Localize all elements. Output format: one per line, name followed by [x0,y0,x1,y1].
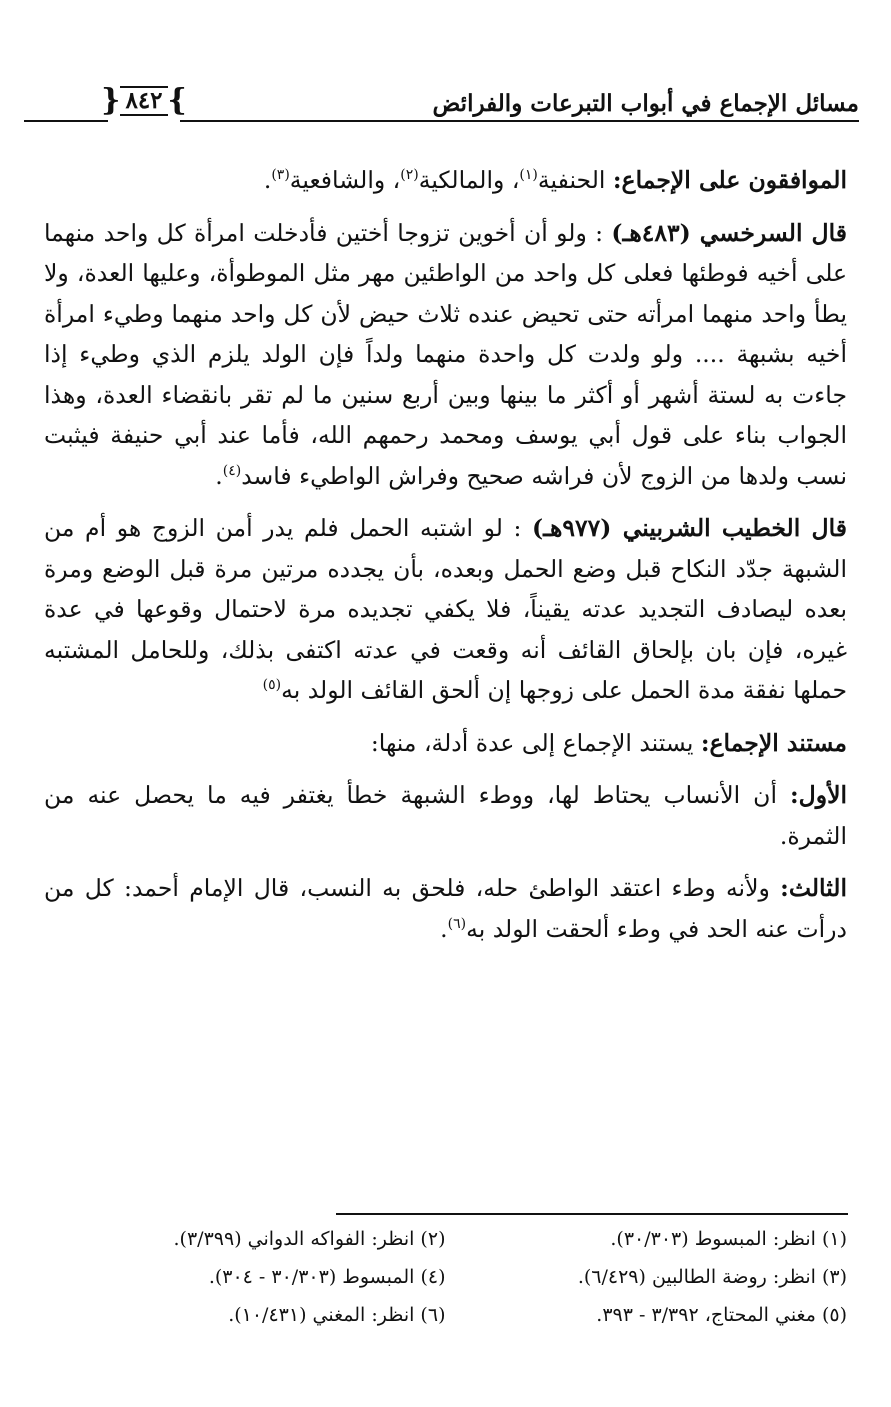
footnotes [44,1222,847,1332]
footnote-ref: (٣) [271,167,290,184]
footnote-ref: (٦) [447,915,467,932]
footnote: (٣) انظر: روضة الطالبين (٦/٤٢٩). [577,1266,847,1288]
paragraph [44,213,847,497]
ornament-right: { [101,83,121,118]
paragraph-text: يستند الإجماع إلى عدة أدلة، منها: [370,728,701,757]
footnote: (٤) المبسوط (٣٠/٣٠٣ - ٣٠٤). [208,1266,446,1288]
paragraph [44,160,847,201]
footnote-separator [336,1213,848,1215]
header-rule [180,120,859,122]
paragraph-text: . [440,914,448,943]
footnote-ref: (٢) [400,167,419,184]
paragraph-lead: مستند الإجماع: [700,728,847,757]
footnote: (١) انظر: المبسوط (٣٠/٣٠٣). [610,1228,847,1250]
paragraph-text: . [215,461,223,490]
paragraph-lead: الموافقون على الإجماع: [612,166,847,194]
footnote: (٦) انظر: المغني (١٠/٤٣١). [228,1304,446,1326]
paragraph-text: . [263,166,272,194]
page-number-frame [101,83,187,118]
footnote-ref: (٤) [222,462,242,479]
footnote-ref: (٥) [262,677,282,694]
paragraph-text: ، والمالكية [418,166,520,194]
footnote: (٥) مغني المحتاج، ٣/٣٩٢ - ٣٩٣. [596,1304,847,1326]
paragraph-text: الحنفية [537,166,613,194]
header-rule-left [24,120,108,122]
footnote-ref: (١) [519,167,538,184]
page-number: ٨٤٢ [120,86,167,116]
paragraph-text: : ولو أن أخوين تزوجا أختين فأدخلت امرأة كل واحد منهما على أخيه فوطئها فعلى كل واحد من الواطئين مهر مثل الموطوأة، وعليها العدة، ولا يطأ واحد منهما امرأته حتى تحيض عنده ثلاث حيض لأن كل واحد منهما وطيء امرأة أخيه بشبهة .... ولو ولدت كل واحدة منهما ولداً فإن الولد يلزم الذي وطيء إذا جاءت به لستة أشهر أو أكثر ما بينها وبين أربع سنين ما لم تقر بانقضاء العدة، وهذا الجواب بناء على قول أبي يوسف ومحمد رحمهم الله، فأما عند أبي حنيفة فيثبت نسب ولدها من الزوج لأن فراشه صحيح وفراش الواطيء فاسد [44,218,847,490]
paragraph-text: : لو اشتبه الحمل فلم يدر أمن الزوج هو أم من الشبهة جدّد النكاح قبل وضع الحمل وبعده، بأن يجدده مرتين مرة قبل الوضع ومرة بعده ليصادف التجديد عدته يقيناً، فلا يكفي تجديده مرة لاحتمال وقوعها في عدة غيره، فإن بان بإلحاق القائف أنه وقعت في عدته اكتفى بذلك، وللحامل المشتبه حملها نفقة مدة الحمل على زوجها إن ألحق القائف الولد به [44,514,847,704]
paragraph-lead: قال الخطيب الشربيني (٩٧٧هـ) [532,514,847,542]
ornament-left: } [167,83,187,118]
footnote: (٢) انظر: الفواكه الدواني (٣/٣٩٩). [173,1228,446,1250]
paragraph-lead: الثالث: [780,874,847,902]
paragraph-text: أن الأنساب يحتاط لها، ووطء الشبهة خطأ يغتفر فيه ما يحصل عنه من الثمرة. [44,781,847,850]
running-title: مسائل الإجماع في أبواب التبرعات والفرائض [432,90,859,117]
paragraph [44,775,847,856]
paragraph [44,723,847,764]
paragraph-text: ولأنه وطء اعتقد الواطئ حله، فلحق به النسب، قال الإمام أحمد: كل من درأت عنه الحد في وطء ألحقت الولد به [44,874,847,943]
page-header [24,84,859,130]
paragraph [44,868,847,949]
paragraph [44,508,847,711]
paragraph-lead: الأول: [789,781,847,809]
paragraph-lead: قال السرخسي (٤٨٣هـ) [611,218,847,247]
main-text [44,160,847,961]
paragraph-text: ، والشافعية [289,166,401,194]
